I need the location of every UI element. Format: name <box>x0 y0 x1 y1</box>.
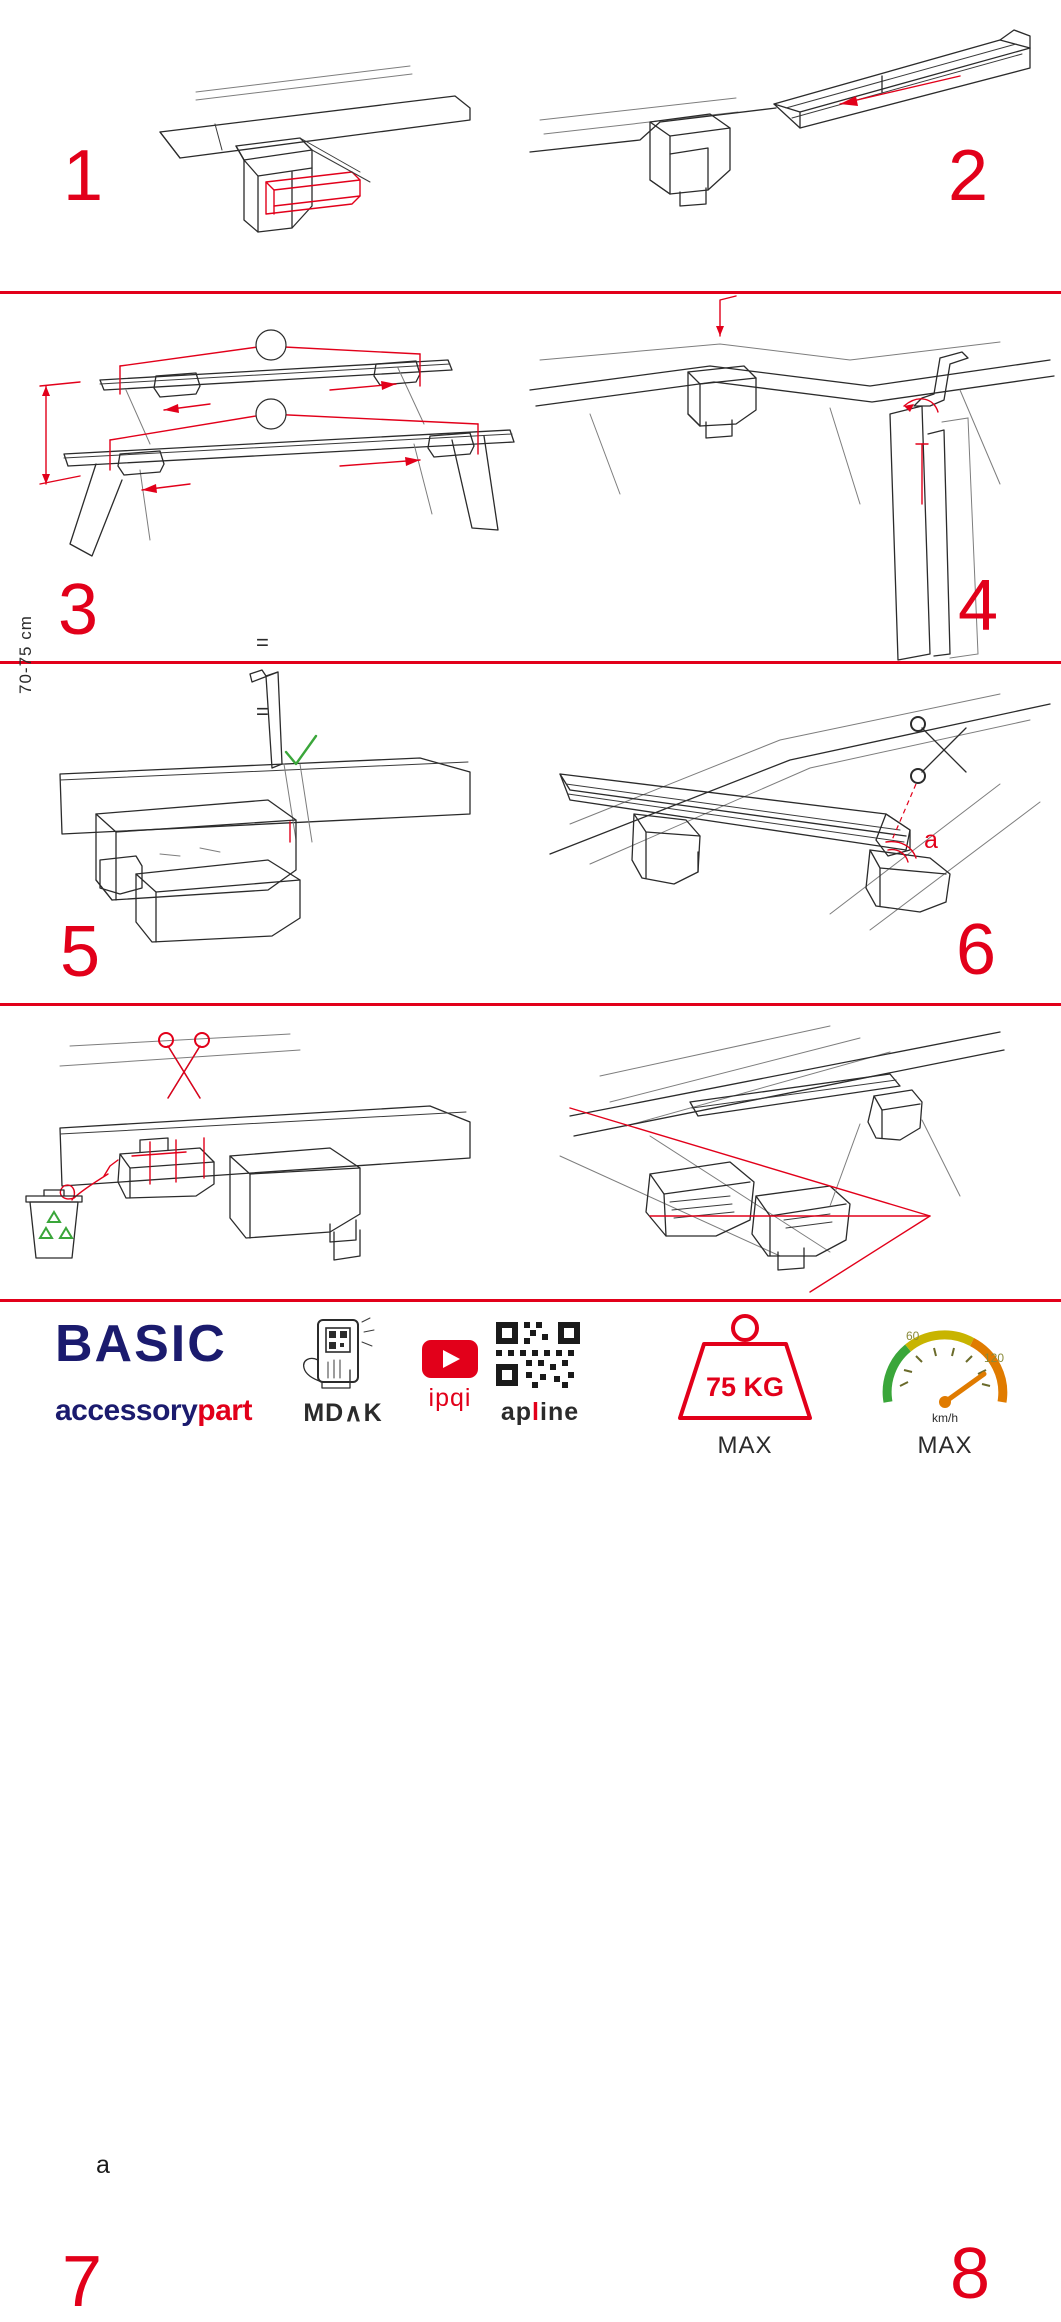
hand-phone-qr-icon <box>288 1316 398 1392</box>
max-speed-label: MAX <box>917 1432 973 1459</box>
qr-code-icon[interactable] <box>480 1316 600 1392</box>
step-3-number: 3 <box>58 570 98 650</box>
step-3-panel <box>0 294 530 724</box>
equal-mark-top: = <box>256 630 269 655</box>
max-load-block <box>660 1310 830 1460</box>
scissors-icon-step7 <box>159 1033 209 1098</box>
step-5-number: 5 <box>60 912 100 992</box>
step-7-illustration <box>0 1006 530 1299</box>
equal-mark-bottom: = <box>256 699 269 724</box>
speed-tick-120: 120 <box>984 1351 1005 1365</box>
step-6-panel <box>530 664 1061 1003</box>
step-1-panel <box>0 0 530 291</box>
logo-apline <box>480 1316 600 1427</box>
max-load-label: MAX <box>717 1432 773 1459</box>
logo-mdak <box>288 1316 398 1428</box>
step-2-panel <box>530 0 1061 291</box>
brand-subtitle-left: accessory <box>55 1394 198 1427</box>
speed-tick-60: 60 <box>906 1329 920 1343</box>
brand-title: BASIC <box>55 1315 227 1373</box>
part-label-a-step6: a <box>924 826 938 854</box>
logo-ipqi-label: ipqi <box>428 1384 472 1412</box>
step-6-number: 6 <box>956 910 996 990</box>
weight-icon <box>660 1310 830 1428</box>
logo-apline-label: apline <box>500 1398 580 1426</box>
step-8-illustration <box>530 1006 1061 1299</box>
step-5-panel <box>0 664 530 1003</box>
max-speed-block <box>860 1310 1030 1460</box>
step-1-number: 1 <box>63 136 103 216</box>
recycle-bin-icon <box>26 1190 82 1258</box>
scissors-icon <box>911 717 966 783</box>
max-load-value: 75 KG <box>705 1372 785 1402</box>
step-4-number: 4 <box>958 566 998 646</box>
speedometer-icon <box>860 1310 1030 1428</box>
step-2-number: 2 <box>948 136 988 216</box>
brand-subtitle-right: part <box>197 1394 252 1427</box>
measurement-label: 70-75 cm <box>16 615 35 694</box>
step-7-number: 7 <box>62 2242 102 2322</box>
brand-block <box>55 1315 300 1427</box>
brand-subtitle <box>55 1396 300 1426</box>
step-8-number: 8 <box>950 2234 990 2314</box>
logo-mdak-label: MD∧K <box>303 1399 383 1427</box>
step-4-panel <box>530 294 1061 661</box>
part-label-a-step7: a <box>96 2151 110 2179</box>
speed-unit: km/h <box>931 1411 959 1425</box>
footer <box>0 1300 1061 1500</box>
